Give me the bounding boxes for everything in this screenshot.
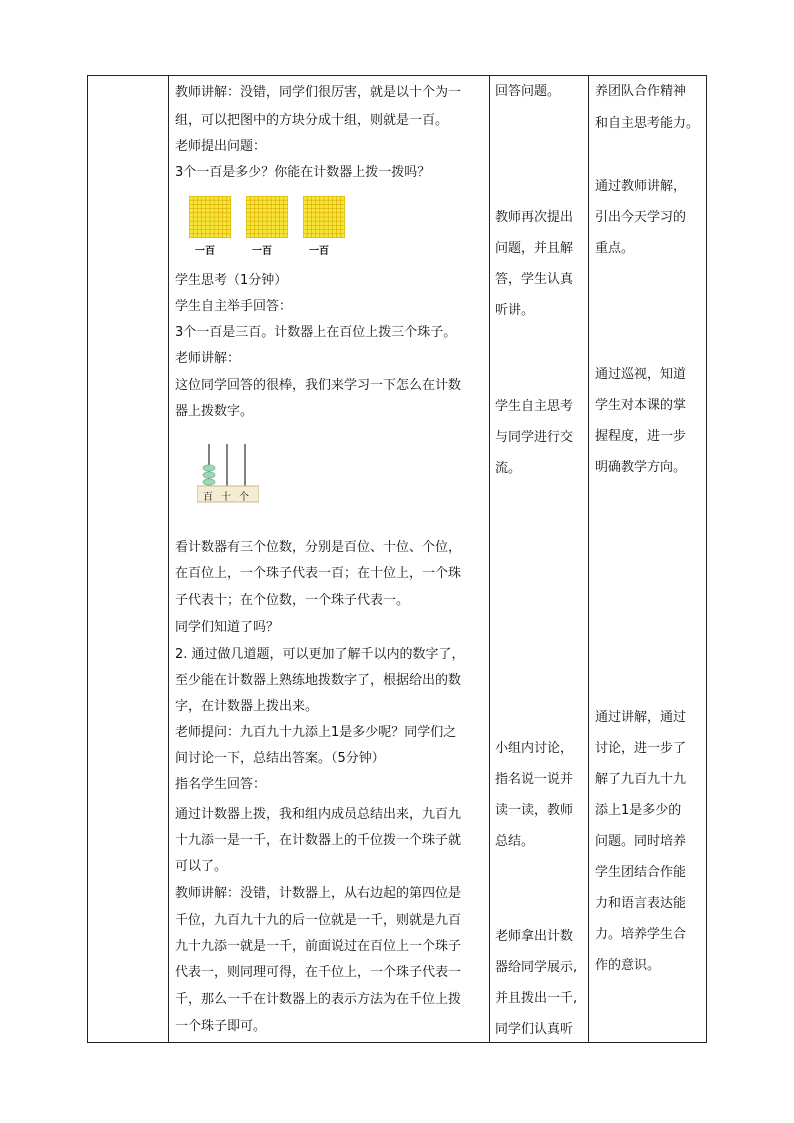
block-label: 一百	[252, 246, 272, 257]
purpose-text: 重点。	[595, 241, 635, 256]
text-line: 千位，九百九十九的后一位就是一千，则就是九百	[175, 913, 462, 928]
abacus-label: 十	[221, 492, 231, 503]
block-label: 一百	[309, 246, 329, 257]
text-line: 老师提出问题：	[175, 139, 267, 154]
student-text: 并且拨出一千,	[495, 991, 578, 1006]
student-text: 器给同学展示,	[495, 960, 578, 975]
column-divider	[588, 76, 589, 1042]
text-line: 看计数器有三个位数，分别是百位、十位、个位，	[175, 540, 462, 555]
block-label: 一百	[195, 246, 215, 257]
purpose-text: 通过讲解，通过	[595, 710, 687, 725]
text-line: 这位同学回答的很棒，我们来学习一下怎么在计数	[175, 378, 462, 393]
text-line: 器上拨数字。	[175, 404, 254, 419]
student-text: 流。	[495, 461, 522, 476]
purpose-text: 作的意识。	[595, 958, 661, 973]
purpose-text: 握程度，进一步	[595, 429, 687, 444]
purpose-text: 添上1是多少的	[595, 803, 682, 818]
text-line: 老师讲解：	[175, 351, 241, 366]
hundred-block	[189, 196, 231, 257]
column-divider	[168, 76, 169, 1042]
student-text: 回答问题。	[495, 84, 561, 99]
abacus-figure	[197, 442, 259, 504]
text-line: 学生思考（1分钟）	[175, 273, 288, 288]
text-line: 代表一，则同理可得，在千位上，一个珠子代表一	[175, 965, 462, 980]
text-line: 学生自主举手回答：	[175, 299, 293, 314]
column-divider	[489, 76, 490, 1042]
student-text: 同学们认真听	[495, 1022, 574, 1037]
student-text: 学生自主思考	[495, 399, 574, 414]
purpose-text: 解了九百九十九	[595, 772, 687, 787]
student-text: 小组内讨论，	[495, 741, 574, 756]
purpose-text: 问题。同时培养	[595, 834, 687, 849]
lesson-plan-table	[87, 75, 707, 1043]
student-text: 与同学进行交	[495, 430, 574, 445]
student-text: 听讲。	[495, 303, 535, 318]
purpose-text: 和自主思考能力。	[595, 116, 700, 131]
text-line: 指名学生回答：	[175, 777, 267, 792]
hundred-grid-icon	[303, 196, 345, 238]
text-line: 字，在计数器上拨出来。	[175, 699, 319, 714]
text-line: 同学们知道了吗？	[175, 620, 280, 635]
text-line: 3个一百是三百。计数器上在百位上拨三个珠子。	[175, 325, 457, 340]
hundred-block	[246, 196, 288, 257]
abacus-label: 个	[239, 492, 249, 503]
text-line: 教师讲解：没错，计数器上，从右边起的第四位是	[175, 886, 462, 901]
purpose-text: 通过巡视，知道	[595, 367, 687, 382]
hundred-grid-icon	[189, 196, 231, 238]
text-line: 千，那么一千在计数器上的表示方法为在千位上拨	[175, 992, 462, 1007]
student-text: 老师拿出计数	[495, 929, 574, 944]
purpose-text: 养团队合作精神	[595, 84, 687, 99]
text-line: 可以了。	[175, 859, 228, 874]
text-line: 2. 通过做几道题，可以更加了解千以内的数字了，	[175, 647, 465, 662]
design-purpose-column	[595, 76, 703, 1042]
purpose-text: 引出今天学习的	[595, 210, 687, 225]
purpose-text: 学生对本课的掌	[595, 398, 687, 413]
text-line: 间讨论一下，总结出答案。（5分钟）	[175, 751, 385, 766]
purpose-text: 通过教师讲解，	[595, 179, 687, 194]
text-line: 子代表十；在个位数，一个珠子代表一。	[175, 593, 410, 608]
student-activity-column	[495, 76, 587, 1042]
text-line: 九十九添一就是一千，前面说过在百位上一个珠子	[175, 939, 462, 954]
hundred-grid-icon	[246, 196, 288, 238]
text-line: 十九添一是一千，在计数器上的千位拨一个珠子就	[175, 833, 462, 848]
teaching-content-column	[175, 76, 487, 1042]
student-text: 总结。	[495, 834, 535, 849]
abacus-label: 百	[203, 492, 213, 503]
purpose-text: 力和语言表达能	[595, 896, 687, 911]
text-line: 3个一百是多少？你能在计数器上拨一拨吗？	[175, 165, 431, 180]
purpose-text: 学生团结合作能	[595, 865, 687, 880]
text-line: 通过计数器上拨，我和组内成员总结出来，九百九	[175, 807, 462, 822]
text-line: 在百位上，一个珠子代表一百；在十位上，一个珠	[175, 566, 462, 581]
hundred-block	[303, 196, 345, 257]
text-line: 组，可以把图中的方块分成十组，则就是一百。	[175, 113, 449, 128]
purpose-text: 讨论，进一步了	[595, 741, 687, 756]
student-text: 问题，并且解	[495, 241, 574, 256]
student-text: 答，学生认真	[495, 272, 574, 287]
text-line: 一个珠子即可。	[175, 1019, 267, 1034]
text-line: 至少能在计数器上熟练地拨数字了，根据给出的数	[175, 673, 462, 688]
student-text: 教师再次提出	[495, 210, 574, 225]
student-text: 指名说一说并	[495, 772, 574, 787]
purpose-text: 力。培养学生合	[595, 927, 687, 942]
text-line: 老师提问：九百九十九添上1是多少呢？同学们之	[175, 725, 457, 740]
text-line: 教师讲解：没错，同学们很厉害，就是以十个为一	[175, 85, 462, 100]
student-text: 读一读，教师	[495, 803, 574, 818]
purpose-text: 明确教学方向。	[595, 460, 687, 475]
